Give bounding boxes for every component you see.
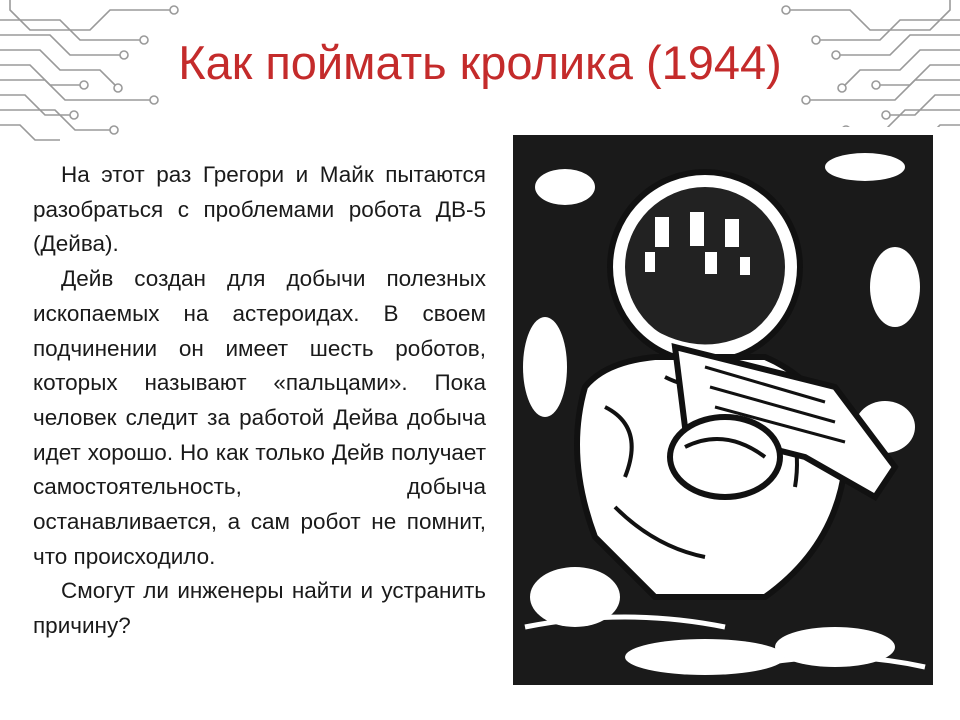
paragraph-3: Смогут ли инженеры найти и устранить причину? [33, 578, 486, 639]
astronaut-illustration [505, 127, 941, 693]
slide-title: Как поймать кролика (1944) [178, 36, 782, 89]
paragraph-1: На этот раз Грегори и Майк пытаются разобраться с проблемами робота ДВ-5 (Дейва). [33, 162, 486, 257]
paragraph-2: Дейв создан для добычи полезных ископаемых на астероидах. В своем подчинении он имеет шесть роботов, которых называют «пальцами». Пока человек следит за работой Дейва добыча идет хорошо. Но как только Дейв получает самостоятельность, добыча останавливается, а сам робот не помнит, что происходило. [33, 266, 486, 569]
body-text [33, 158, 486, 644]
